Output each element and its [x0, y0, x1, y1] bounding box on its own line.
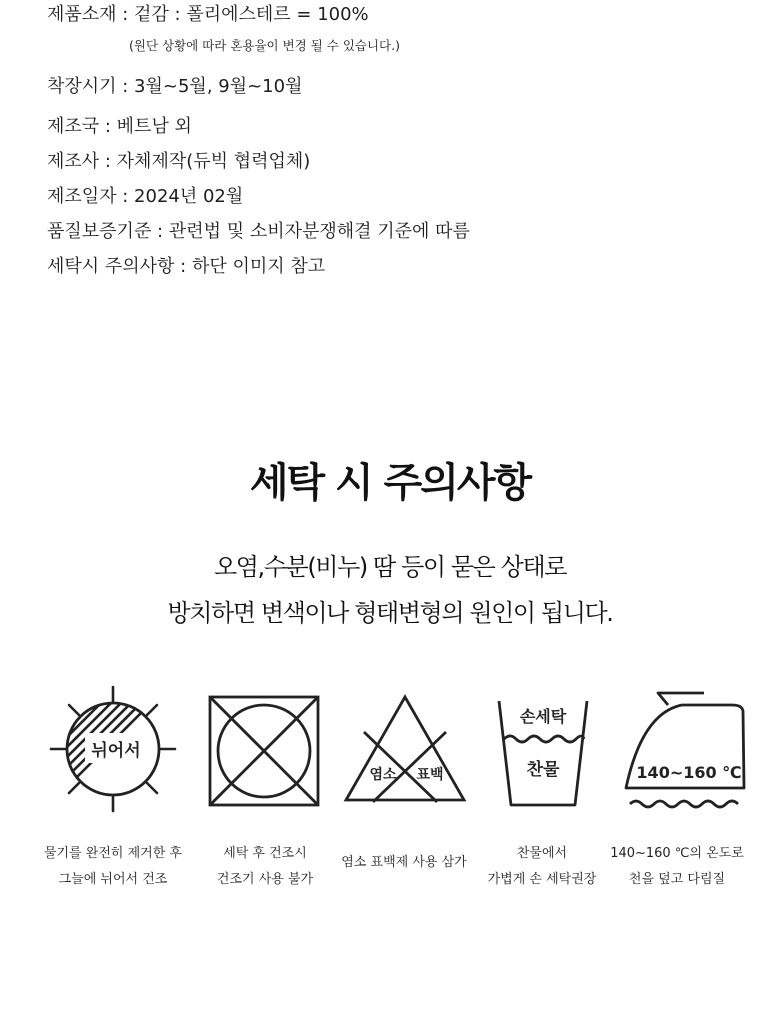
- care-subtitle-line2: 방치하면 변색이나 형태변형의 원인이 됩니다.: [167, 599, 613, 627]
- no-bleach-caption: [324, 850, 484, 876]
- no-bleach-text-left: 염소: [369, 767, 397, 783]
- spec-date: 제조일자 : 2024년 02월: [47, 186, 244, 207]
- no-bleach-text-right: 표백: [416, 767, 444, 783]
- shade-dry-icon: [45, 683, 181, 819]
- spec-season: 착장시기 : 3월~5월, 9월~10월: [47, 76, 303, 97]
- no-bleach-caption-line1: 염소 표백제 사용 삼가: [341, 855, 467, 870]
- shade-dry-symbol-text: 뉘어서: [91, 741, 141, 761]
- shade-dry-caption-line1: 물기를 완전히 제거한 후: [44, 846, 182, 861]
- spec-material-note: (원단 상황에 따라 혼용율이 변경 될 수 있습니다.): [129, 38, 400, 53]
- shade-dry-caption-line2: 그늘에 뉘어서 건조: [58, 872, 168, 887]
- spec-country: 제조국 : 베트남 외: [47, 116, 192, 137]
- spec-material: 제품소재 : 겉감 : 폴리에스테르 = 100%: [47, 4, 369, 25]
- iron-temperature-text: 140~160 ℃: [636, 763, 742, 782]
- no-tumble-dry-caption-line2: 건조기 사용 불가: [216, 872, 314, 887]
- hand-wash-caption-line1: 찬물에서: [516, 846, 568, 861]
- no-bleach-icon: [337, 683, 473, 819]
- no-tumble-dry-caption-line1: 세탁 후 건조시: [223, 846, 307, 861]
- hand-wash-text-top: 손세탁: [519, 707, 567, 726]
- spec-quality: 품질보증기준 : 관련법 및 소비자분쟁해결 기준에 따름: [47, 221, 470, 242]
- iron-icon: [618, 683, 754, 819]
- iron-caption-line2: 천을 덮고 다림질: [628, 872, 726, 887]
- shade-dry-caption: [33, 841, 193, 893]
- spec-manufacturer: 제조사 : 자체제작(듀빅 협력업체): [47, 151, 311, 172]
- hand-wash-caption-line2: 가볍게 손 세탁권장: [487, 872, 597, 887]
- hand-wash-text-bottom: 찬물: [526, 760, 560, 780]
- care-subtitle-line1: 오염,수분(비누) 땀 등이 묻은 상태로: [213, 553, 567, 581]
- no-tumble-dry-icon: [196, 683, 332, 819]
- no-tumble-dry-caption: [185, 841, 345, 893]
- care-title: 세탁 시 주의사항: [249, 460, 531, 506]
- iron-caption-line1: 140~160 ℃의 온도로: [610, 846, 744, 861]
- iron-caption: [597, 841, 757, 893]
- hand-wash-icon: [477, 683, 613, 819]
- spec-care: 세탁시 주의사항 : 하단 이미지 참고: [47, 256, 326, 277]
